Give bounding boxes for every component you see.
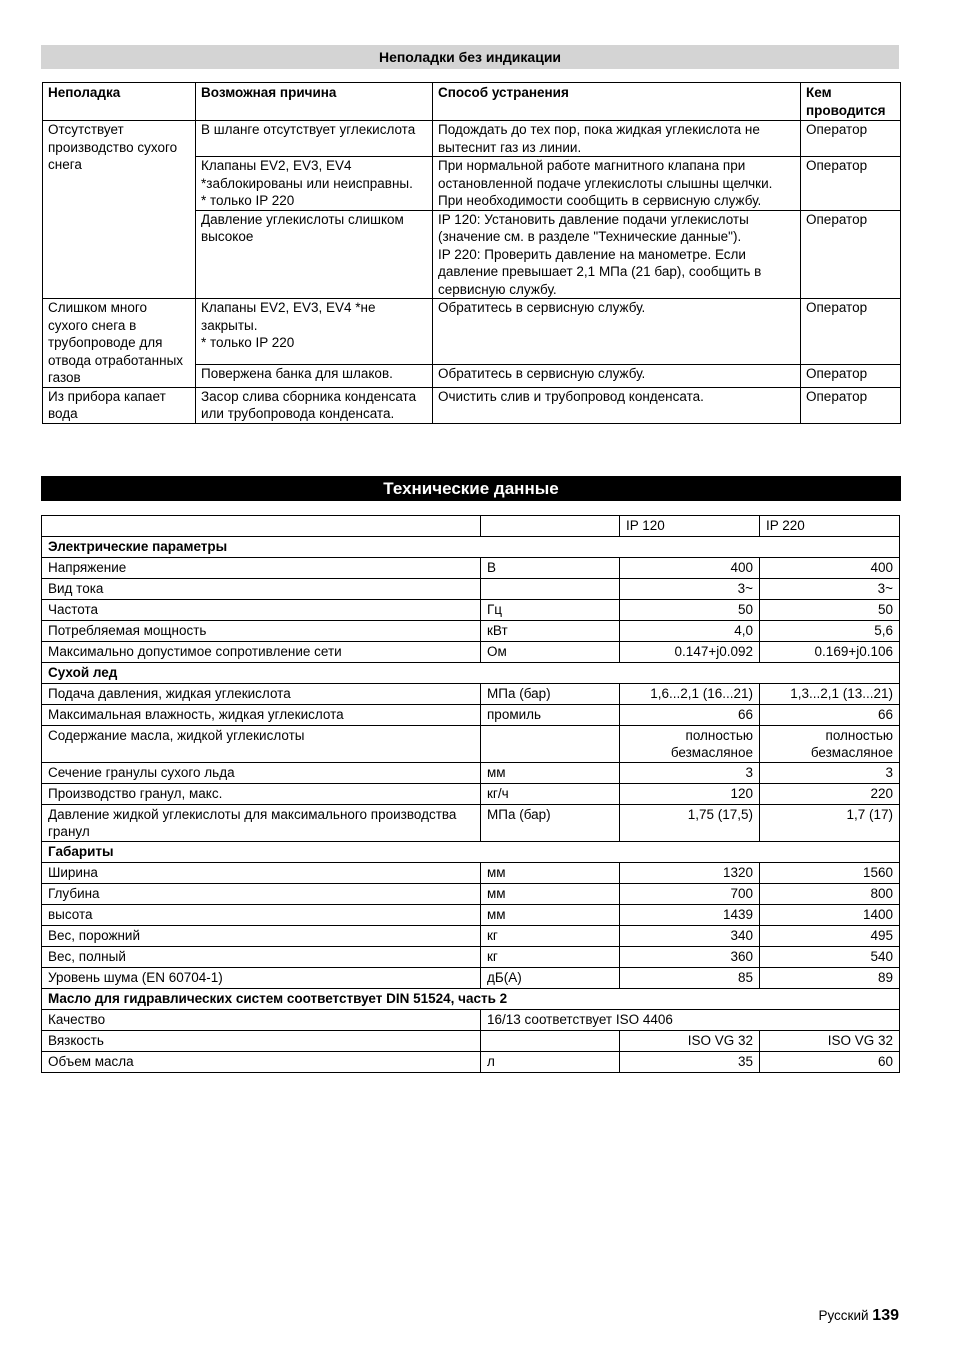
param-label: высота bbox=[42, 905, 481, 926]
param-span-value: 16/13 соответствует ISO 4406 bbox=[481, 1010, 900, 1031]
troubleshooting-table bbox=[42, 82, 901, 424]
param-unit: кг bbox=[481, 926, 620, 947]
param-label: Объем масла bbox=[42, 1052, 481, 1073]
category-row bbox=[42, 663, 900, 684]
param-unit: дБ(А) bbox=[481, 968, 620, 989]
value-ip120: 3~ bbox=[620, 579, 760, 600]
table-row bbox=[42, 621, 900, 642]
table-row bbox=[42, 684, 900, 705]
param-label: Напряжение bbox=[42, 558, 481, 579]
value-ip120: 50 bbox=[620, 600, 760, 621]
value-ip120: 340 bbox=[620, 926, 760, 947]
value-ip220: 1,3...2,1 (13...21) bbox=[760, 684, 900, 705]
cause-cell: Клапаны EV2, EV3, EV4 *заблокированы или неисправны. * только IP 220 bbox=[196, 157, 433, 211]
model-ip120: IP 120 bbox=[620, 516, 760, 537]
param-unit bbox=[481, 726, 620, 763]
param-label: Глубина bbox=[42, 884, 481, 905]
header-performed-by: Кем проводится bbox=[801, 83, 901, 121]
value-ip120: ISO VG 32 bbox=[620, 1031, 760, 1052]
value-ip120: 1320 bbox=[620, 863, 760, 884]
header-cause: Возможная причина bbox=[196, 83, 433, 121]
value-ip120: 1439 bbox=[620, 905, 760, 926]
param-unit: промиль bbox=[481, 705, 620, 726]
value-ip220: 1,7 (17) bbox=[760, 805, 900, 842]
table-row bbox=[42, 600, 900, 621]
param-label: Качество bbox=[42, 1010, 481, 1031]
value-ip220: 800 bbox=[760, 884, 900, 905]
param-unit: МПа (бар) bbox=[481, 684, 620, 705]
value-ip220: 0.169+j0.106 bbox=[760, 642, 900, 663]
table-row bbox=[42, 805, 900, 842]
category-label: Габариты bbox=[42, 842, 900, 863]
cause-cell: Давление углекислоты слишком высокое bbox=[196, 210, 433, 299]
header-remedy: Способ устранения bbox=[433, 83, 801, 121]
category-label: Масло для гидравлических систем соответствует DIN 51524, часть 2 bbox=[42, 989, 900, 1010]
table-row bbox=[42, 905, 900, 926]
troubleshooting-header-row bbox=[43, 83, 901, 121]
category-row bbox=[42, 537, 900, 558]
page-footer bbox=[818, 1307, 899, 1325]
category-row bbox=[42, 842, 900, 863]
performed-by-cell: Оператор bbox=[801, 299, 901, 365]
value-ip120: 120 bbox=[620, 784, 760, 805]
fault-cell: Отсутствует производство сухого снега bbox=[43, 121, 196, 299]
param-unit: мм bbox=[481, 863, 620, 884]
param-label: Вес, порожний bbox=[42, 926, 481, 947]
table-row bbox=[43, 387, 901, 423]
param-unit: мм bbox=[481, 884, 620, 905]
performed-by-cell: Оператор bbox=[801, 121, 901, 157]
table-row bbox=[42, 705, 900, 726]
value-ip220: 1400 bbox=[760, 905, 900, 926]
param-label: Уровень шума (EN 60704-1) bbox=[42, 968, 481, 989]
remedy-cell: IP 120: Установить давление подачи углекислоты (значение см. в разделе "Технические данные"). IP 220: Проверить давление на манометре. Если давление превышает 2,1 МПа (21 бар), сообщить в сервисную службу. bbox=[433, 210, 801, 299]
remedy-cell: Обратитесь в сервисную службу. bbox=[433, 364, 801, 387]
technical-header-row bbox=[42, 516, 900, 537]
value-ip120: 0.147+j0.092 bbox=[620, 642, 760, 663]
technical-data-title: Технические данные bbox=[41, 476, 901, 501]
param-label: Ширина bbox=[42, 863, 481, 884]
param-label: Подача давления, жидкая углекислота bbox=[42, 684, 481, 705]
remedy-cell: При нормальной работе магнитного клапана при остановленной подаче углекислоты слышны щелчки. При необходимости сообщить в сервисную службу. bbox=[433, 157, 801, 211]
param-unit: Гц bbox=[481, 600, 620, 621]
param-label: Производство гранул, макс. bbox=[42, 784, 481, 805]
value-ip220: 89 bbox=[760, 968, 900, 989]
category-row bbox=[42, 989, 900, 1010]
param-unit: мм bbox=[481, 905, 620, 926]
param-label: Давление жидкой углекислоты для максимального производства гранул bbox=[42, 805, 481, 842]
value-ip120: 85 bbox=[620, 968, 760, 989]
param-label: Потребляемая мощность bbox=[42, 621, 481, 642]
troubleshooting-title: Неполадки без индикации bbox=[41, 45, 899, 69]
value-ip120: 4,0 bbox=[620, 621, 760, 642]
performed-by-cell: Оператор bbox=[801, 387, 901, 423]
param-label: Сечение гранулы сухого льда bbox=[42, 763, 481, 784]
value-ip220: 5,6 bbox=[760, 621, 900, 642]
table-row bbox=[42, 784, 900, 805]
param-unit: Ом bbox=[481, 642, 620, 663]
param-unit bbox=[481, 1031, 620, 1052]
value-ip120: 400 bbox=[620, 558, 760, 579]
table-row bbox=[43, 121, 901, 157]
value-ip120: 1,6...2,1 (16...21) bbox=[620, 684, 760, 705]
fault-cell: Из прибора капает вода bbox=[43, 387, 196, 423]
value-ip120: 1,75 (17,5) bbox=[620, 805, 760, 842]
table-row bbox=[42, 1031, 900, 1052]
value-ip120: полностью безмасляное bbox=[620, 726, 760, 763]
table-row bbox=[42, 579, 900, 600]
performed-by-cell: Оператор bbox=[801, 157, 901, 211]
param-unit: кг/ч bbox=[481, 784, 620, 805]
technical-data-body bbox=[42, 537, 900, 1073]
value-ip220: 50 bbox=[760, 600, 900, 621]
table-row bbox=[42, 947, 900, 968]
performed-by-cell: Оператор bbox=[801, 210, 901, 299]
param-unit: МПа (бар) bbox=[481, 805, 620, 842]
header-empty bbox=[42, 516, 481, 537]
value-ip220: 3~ bbox=[760, 579, 900, 600]
value-ip220: 540 bbox=[760, 947, 900, 968]
value-ip220: 60 bbox=[760, 1052, 900, 1073]
troubleshooting-body bbox=[43, 121, 901, 424]
param-unit: кВт bbox=[481, 621, 620, 642]
remedy-cell: Подождать до тех пор, пока жидкая углекислота не вытеснит газ из линии. bbox=[433, 121, 801, 157]
header-fault: Неполадка bbox=[43, 83, 196, 121]
value-ip220: ISO VG 32 bbox=[760, 1031, 900, 1052]
table-row bbox=[42, 863, 900, 884]
value-ip120: 700 bbox=[620, 884, 760, 905]
value-ip120: 66 bbox=[620, 705, 760, 726]
param-unit: мм bbox=[481, 763, 620, 784]
table-row bbox=[42, 726, 900, 763]
table-row bbox=[42, 558, 900, 579]
header-empty-unit bbox=[481, 516, 620, 537]
table-row bbox=[42, 968, 900, 989]
category-label: Сухой лед bbox=[42, 663, 900, 684]
value-ip220: 3 bbox=[760, 763, 900, 784]
value-ip220: 400 bbox=[760, 558, 900, 579]
footer-language: Русский bbox=[818, 1308, 869, 1323]
param-label: Частота bbox=[42, 600, 481, 621]
model-ip220: IP 220 bbox=[760, 516, 900, 537]
param-unit bbox=[481, 579, 620, 600]
param-label: Вязкость bbox=[42, 1031, 481, 1052]
performed-by-cell: Оператор bbox=[801, 364, 901, 387]
value-ip220: 1560 bbox=[760, 863, 900, 884]
cause-cell: Засор слива сборника конденсата или трубопровода конденсата. bbox=[196, 387, 433, 423]
param-unit: В bbox=[481, 558, 620, 579]
param-unit: л bbox=[481, 1052, 620, 1073]
value-ip120: 35 bbox=[620, 1052, 760, 1073]
value-ip220: 66 bbox=[760, 705, 900, 726]
param-label: Максимально допустимое сопротивление сети bbox=[42, 642, 481, 663]
param-unit: кг bbox=[481, 947, 620, 968]
table-row bbox=[42, 763, 900, 784]
value-ip120: 360 bbox=[620, 947, 760, 968]
param-label: Вес, полный bbox=[42, 947, 481, 968]
table-row bbox=[42, 642, 900, 663]
cause-cell: Клапаны EV2, EV3, EV4 *не закрыты. * только IP 220 bbox=[196, 299, 433, 365]
value-ip120: 3 bbox=[620, 763, 760, 784]
value-ip220: 220 bbox=[760, 784, 900, 805]
value-ip220: полностью безмасляное bbox=[760, 726, 900, 763]
table-row bbox=[43, 299, 901, 365]
page-number: 139 bbox=[872, 1307, 899, 1324]
cause-cell: В шланге отсутствует углекислота bbox=[196, 121, 433, 157]
cause-cell: Повержена банка для шлаков. bbox=[196, 364, 433, 387]
param-label: Максимальная влажность, жидкая углекислота bbox=[42, 705, 481, 726]
value-ip220: 495 bbox=[760, 926, 900, 947]
remedy-cell: Очистить слив и трубопровод конденсата. bbox=[433, 387, 801, 423]
table-row bbox=[42, 1010, 900, 1031]
table-row bbox=[42, 926, 900, 947]
table-row bbox=[42, 1052, 900, 1073]
technical-data-table bbox=[41, 515, 900, 1073]
remedy-cell: Обратитесь в сервисную службу. bbox=[433, 299, 801, 365]
param-label: Вид тока bbox=[42, 579, 481, 600]
param-label: Содержание масла, жидкой углекислоты bbox=[42, 726, 481, 763]
category-label: Электрические параметры bbox=[42, 537, 900, 558]
fault-cell: Слишком много сухого снега в трубопроводе для отвода отработанных газов bbox=[43, 299, 196, 388]
table-row bbox=[42, 884, 900, 905]
